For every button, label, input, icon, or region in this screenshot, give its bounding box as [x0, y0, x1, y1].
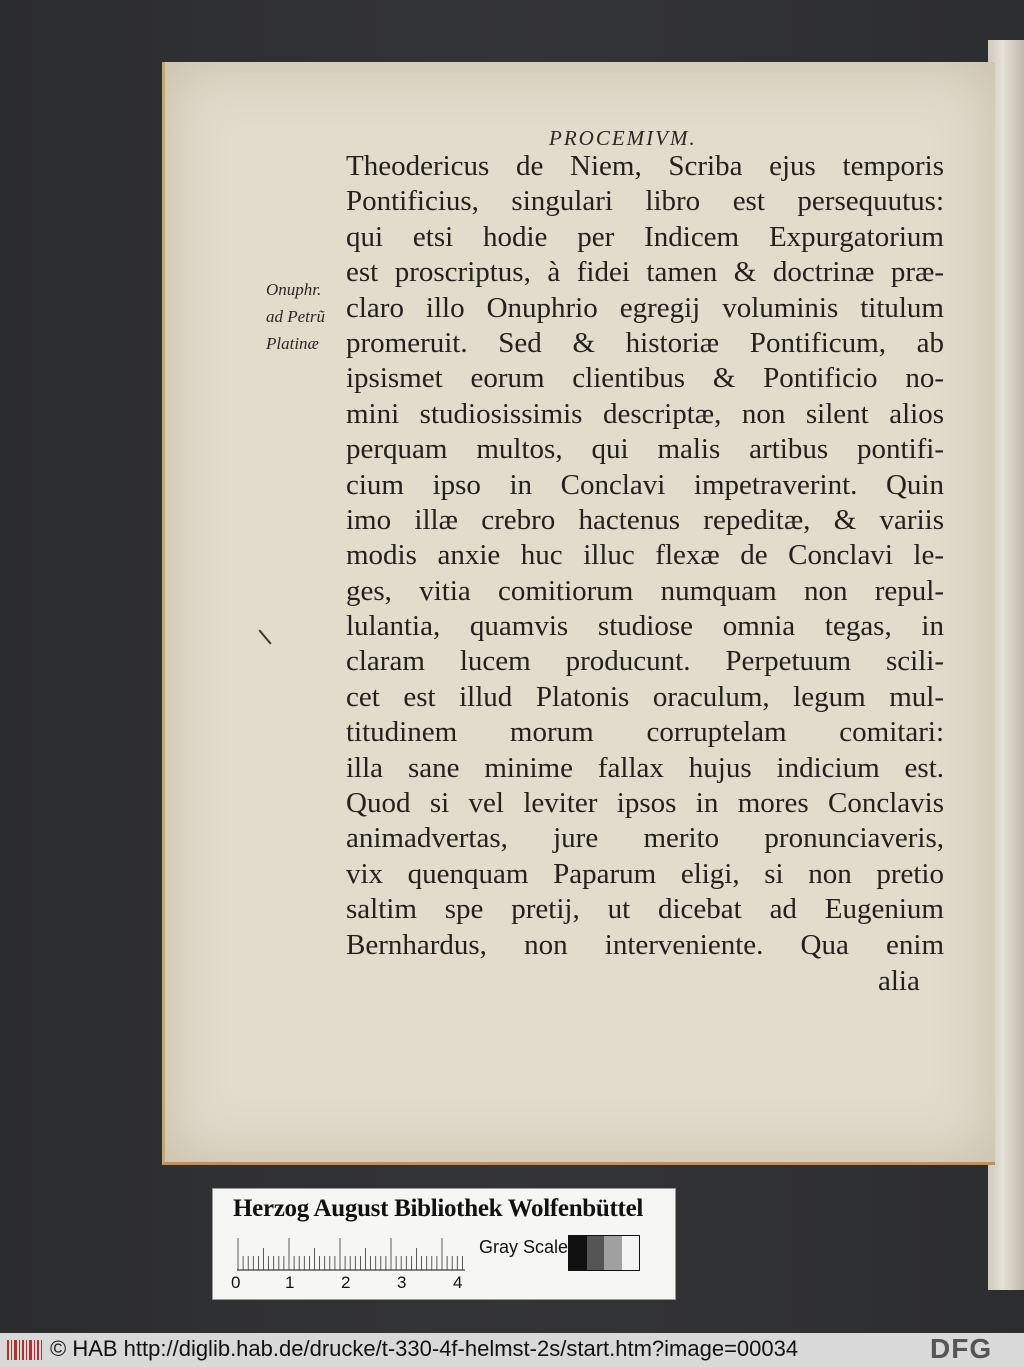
text-line: illa sane minime fallax hujus indicium est. — [346, 751, 944, 784]
text-line: claram lucem producunt. Perpetuum scili- — [346, 645, 944, 678]
text-line: promeruit. Sed & historiæ Pontificum, ab — [346, 326, 944, 359]
marginal-note-line: Onuphr. — [266, 280, 322, 299]
text-line: Theodericus de Niem, Scriba ejus temporis — [346, 150, 944, 182]
marginal-note-line: Platinæ — [266, 334, 319, 353]
running-head: PROCEMIVM. — [549, 126, 697, 150]
catchword: alia — [878, 965, 920, 997]
card-title: Herzog August Bibliothek Wolfenbüttel — [233, 1195, 644, 1222]
text-line: Pontificius, singulari libro est persequutus: — [346, 185, 944, 218]
swatch-cell — [569, 1236, 587, 1270]
text-line: cium ipso in Conclavi impetraverint. Quin — [346, 468, 944, 501]
barcode-icon — [6, 1338, 44, 1362]
text-line: lulantia, quamvis studiose omnia tegas, in — [346, 610, 944, 643]
scale-number: 4 — [453, 1273, 463, 1292]
ruler-scale — [237, 1237, 465, 1271]
text-line: cet est illud Platonis oraculum, legum mul- — [346, 680, 944, 713]
text-line: vix quenquam Paparum eligi, si non pretio — [346, 857, 944, 890]
scale-number: 3 — [397, 1273, 407, 1292]
text-line: ipsismet eorum clientibus & Pontificio no- — [346, 362, 944, 395]
text-line: imo illæ crebro hactenus repeditæ, & variis — [346, 503, 944, 536]
swatch-cell — [622, 1236, 640, 1270]
text-line: titudinem morum corruptelam comitari: — [346, 716, 944, 749]
text-line: animadvertas, jure merito pronunciaveris, — [346, 822, 944, 855]
swatch-cell — [587, 1236, 605, 1270]
text-line: ges, vitia comitiorum numquam non repul- — [346, 574, 944, 607]
text-line: est proscriptus, à fidei tamen & doctrinæ præ- — [346, 256, 944, 289]
gray-scale-swatch — [568, 1235, 640, 1271]
text-line: mini studiosissimis descriptæ, non silent alios — [346, 397, 944, 430]
marginal-note — [266, 276, 342, 357]
marginal-note-line: ad Petrũ — [266, 307, 326, 326]
text-line: qui etsi hodie per Indicem Expurgatorium — [346, 220, 944, 253]
gray-scale-label: Gray Scale — [479, 1237, 569, 1257]
color-reference-card — [212, 1188, 676, 1300]
text-line: Quod si vel leviter ipsos in mores Conclavis — [346, 787, 944, 820]
text-line: perquam multos, qui malis artibus pontifi- — [346, 433, 944, 466]
copyright-url[interactable]: © HAB http://diglib.hab.de/drucke/t-330-4f-helmst-2s/start.htm?image=00034 — [50, 1336, 799, 1361]
scale-number: 1 — [285, 1273, 295, 1292]
text-line: modis anxie huc illuc flexæ de Conclavi le- — [346, 539, 944, 572]
swatch-cell — [604, 1236, 622, 1270]
text-line: claro illo Onuphrio egregij voluminis titulum — [346, 291, 944, 324]
text-line: saltim spe pretij, ut dicebat ad Eugenium — [346, 893, 944, 926]
page-text — [346, 149, 944, 963]
text-line: Bernhardus, non interveniente. Qua enim — [346, 928, 944, 961]
scale-number: 2 — [341, 1273, 351, 1292]
scale-number: 0 — [231, 1273, 241, 1292]
dfg-logo: DFG — [930, 1333, 993, 1364]
